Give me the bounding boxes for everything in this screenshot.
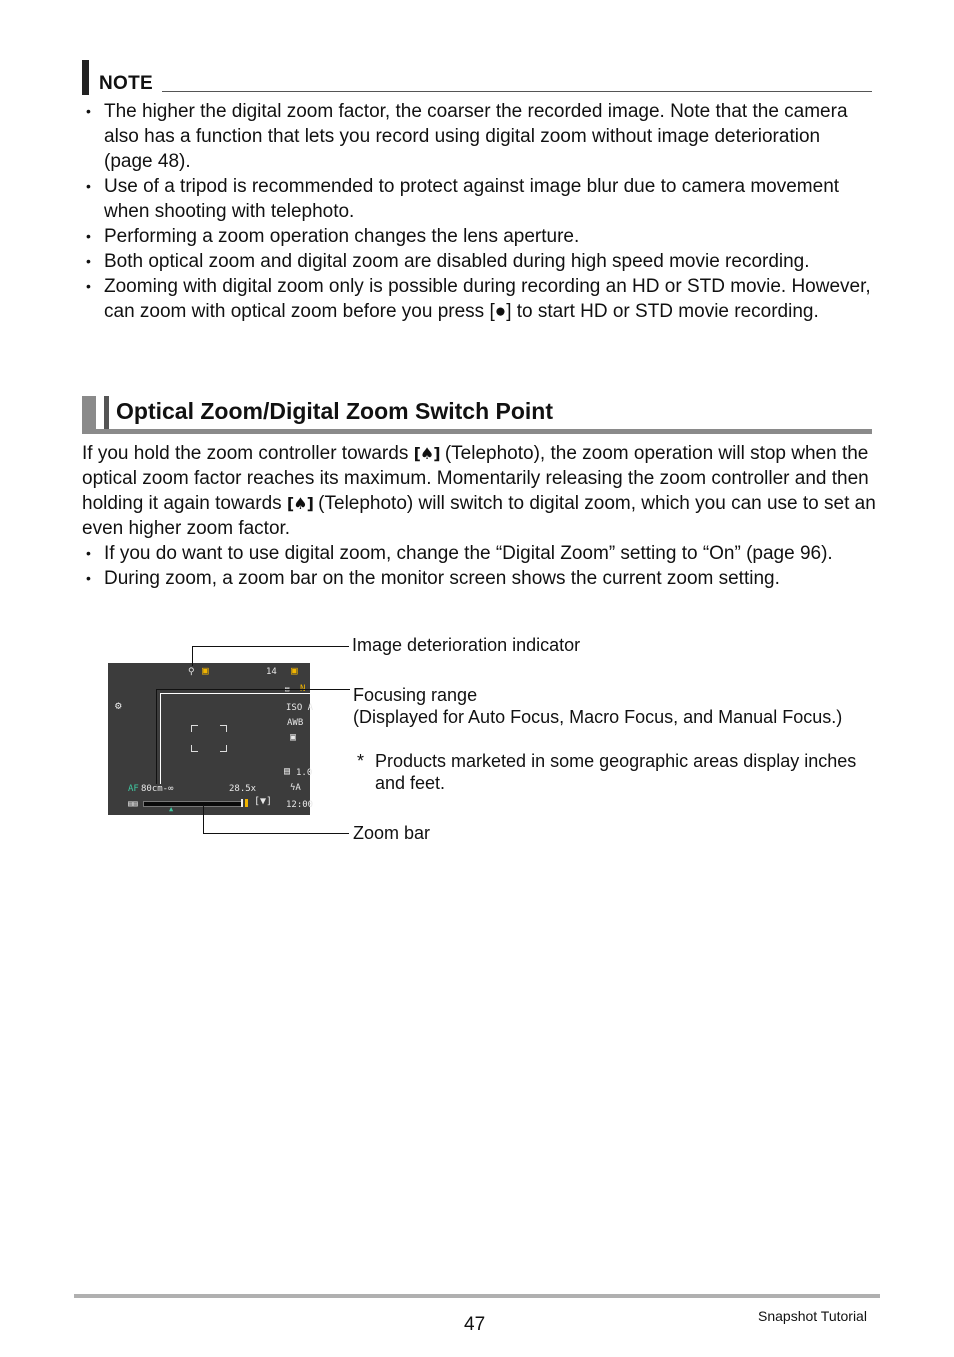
af-mode: AF xyxy=(128,784,139,794)
focusing-range-description: (Displayed for Auto Focus, Macro Focus, and Manual Focus.) xyxy=(353,707,843,727)
footer-rule xyxy=(74,1294,880,1298)
white-balance-setting: AWB xyxy=(287,718,304,728)
section-item: • If you do want to use digital zoom, change the “Digital Zoom” setting to “On” (page 96). xyxy=(82,541,882,566)
paragraph-text: (Telephoto) will switch to digital zoom, which you can use to set an even higher zoom factor. xyxy=(82,493,876,539)
memory-icon: ▣ xyxy=(291,664,298,677)
note-item: • Both optical zoom and digital zoom are disabled during high speed movie recording. xyxy=(82,249,872,274)
telephoto-icon: [♠] xyxy=(286,494,313,513)
zoom-position-marker-icon: ▲ xyxy=(169,805,174,813)
deterioration-callout: Image deterioration indicator xyxy=(352,635,581,655)
remaining-shots: 14 xyxy=(266,667,277,677)
paragraph-text: (Telephoto), the zoom operation will stop when the optical zoom factor reaches its maximum. Momentarily releasing the zoom controller and then holding it again towards xyxy=(82,443,869,514)
stabilizer-icon: ⚙ xyxy=(115,699,122,712)
zoom-factor: 28.5x xyxy=(229,784,257,794)
note-item: • The higher the digital zoom factor, the coarser the recorded image. Note that the camera also has a function that lets you record using digital zoom without image deterioration (page 48). xyxy=(82,99,872,174)
battery-icon: ▤▤ xyxy=(128,799,138,808)
note-item: • Use of a tripod is recommended to protect against image blur due to camera movement when shooting with telephoto. xyxy=(82,174,872,224)
note-label: NOTE xyxy=(99,73,153,94)
section-marker-bar-thin xyxy=(104,396,109,432)
telephoto-icon: [▼] xyxy=(254,796,273,807)
section-rule xyxy=(82,429,872,434)
quality-icon: ▤ xyxy=(285,685,290,693)
leader-line xyxy=(192,646,349,647)
paragraph-text: If you hold the zoom controller towards xyxy=(82,443,414,464)
section-paragraph xyxy=(82,441,882,541)
zoom-bar xyxy=(143,801,243,807)
focusing-range-footnote: Products marketed in some geographic areas display inches and feet. xyxy=(375,751,857,793)
note-marker-bar xyxy=(82,60,89,95)
leader-line xyxy=(156,689,157,784)
ev-value: 1.0 xyxy=(296,768,313,778)
image-size-icon: N xyxy=(300,684,306,694)
section-item: • During zoom, a zoom bar on the monitor screen shows the current zoom setting. xyxy=(82,566,882,591)
leader-line-highlight xyxy=(160,693,161,784)
telephoto-icon: [♠] xyxy=(413,444,440,463)
ev-icon: ▤ xyxy=(284,766,291,777)
iso-setting: ISO A xyxy=(286,703,314,713)
zoom-bar-callout: Zoom bar xyxy=(353,823,431,843)
note-rule xyxy=(162,91,872,92)
zoom-bar-digital-segment xyxy=(245,799,248,807)
leader-line xyxy=(203,805,204,833)
focusing-range-callout: Focusing range xyxy=(353,685,478,705)
footer-section-label: Snapshot Tutorial xyxy=(758,1308,867,1324)
section-list xyxy=(82,541,882,591)
camera-mode-icon: ▣ xyxy=(202,664,209,677)
leader-line xyxy=(192,647,193,666)
section-title: Optical Zoom/Digital Zoom Switch Point xyxy=(116,398,553,424)
focus-frame-corner xyxy=(220,745,227,752)
leader-line xyxy=(203,833,349,834)
section-marker-bar xyxy=(82,396,96,432)
note-list xyxy=(82,99,872,324)
leader-line-highlight xyxy=(160,693,310,694)
zoom-bar-switch-marker xyxy=(241,799,243,807)
camera-monitor-screen xyxy=(108,663,314,815)
footnote-mark: * xyxy=(357,751,365,771)
note-item: • Performing a zoom operation changes the lens aperture. xyxy=(82,224,872,249)
metering-icon: ▣ xyxy=(290,732,297,743)
focus-frame-corner xyxy=(220,725,227,732)
leader-line xyxy=(156,689,350,690)
focus-frame-corner xyxy=(191,745,198,752)
flash-setting: ϟA xyxy=(290,783,301,793)
clock-time: 12:00 xyxy=(286,800,314,810)
focus-frame-corner xyxy=(191,725,198,732)
note-item: • Zooming with digital zoom only is possible during recording an HD or STD movie. However, can zoom with optical zoom before you press [●] to start HD or STD movie recording. xyxy=(82,274,872,324)
page-number: 47 xyxy=(464,1314,486,1335)
focusing-range-value: 80cm-∞ xyxy=(141,784,174,794)
deterioration-indicator-icon: ⚲ xyxy=(188,667,195,677)
